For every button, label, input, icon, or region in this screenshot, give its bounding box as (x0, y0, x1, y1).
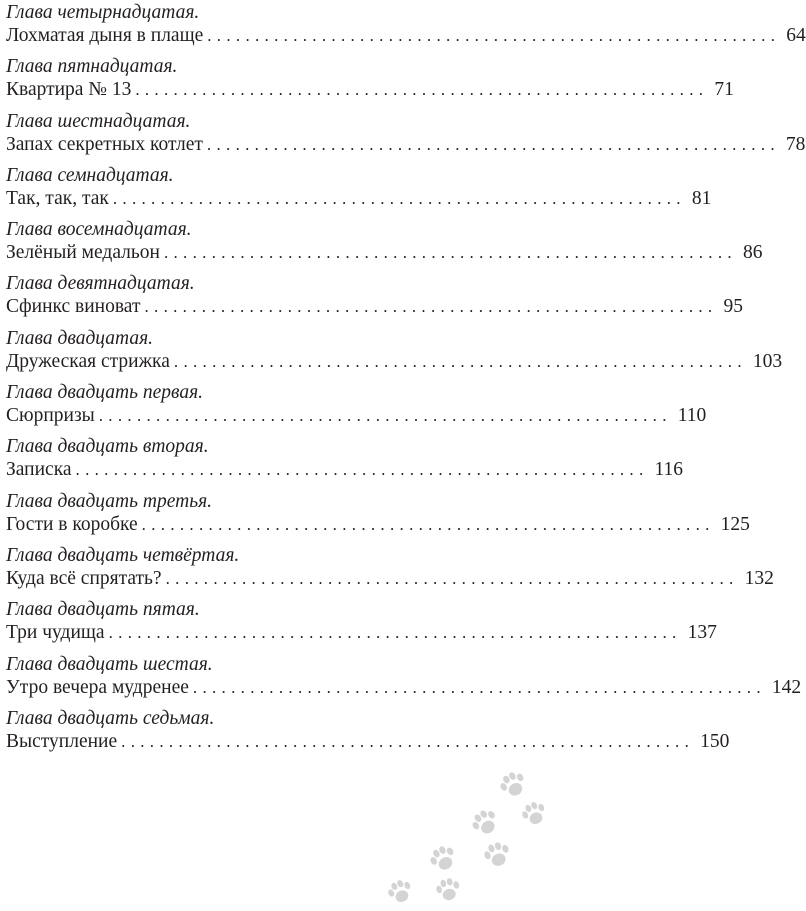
page-number: 95 (723, 296, 743, 318)
paw-print-icon (515, 795, 552, 832)
chapter-label: Глава двадцать шестая. (6, 653, 213, 675)
page-number: 81 (691, 187, 712, 209)
chapter-title: Куда всё спрятать? (6, 567, 162, 589)
dot-leader: ............................................................ (135, 80, 709, 100)
page-number: 132 (744, 567, 774, 589)
chapter-title: Гости в коробке (6, 513, 138, 535)
page-number: 71 (714, 79, 734, 101)
chapter-label: Глава двадцать пятая. (6, 599, 200, 621)
chapter-title-line (6, 78, 734, 102)
chapter-title: Квартира № 13 (6, 79, 132, 101)
paw-print-icon (381, 873, 418, 910)
dot-leader: ............................................................ (163, 243, 737, 263)
chapter-label: Глава четырнадцатая. (6, 2, 200, 23)
dot-leader: ............................................................ (144, 297, 718, 317)
dot-leader: ............................................................ (98, 406, 672, 426)
chapter-label: Глава девятнадцатая. (6, 273, 195, 295)
toc-entry[interactable] (6, 543, 774, 597)
chapter-title-line (6, 730, 730, 754)
toc-entry[interactable] (6, 652, 802, 706)
chapter-title-line (6, 404, 707, 428)
chapter-title-line (6, 621, 717, 645)
chapter-title: Выступление (6, 730, 118, 752)
paw-print-icon (493, 765, 534, 806)
dot-leader: ............................................................ (108, 623, 682, 643)
chapter-label: Глава двадцать четвёртая. (6, 544, 240, 566)
chapter-title: Дружеская стрижка (6, 350, 170, 372)
toc-entry[interactable] (6, 597, 717, 651)
dot-leader: ............................................................ (173, 351, 747, 371)
chapter-title: Сюрпризы (6, 405, 95, 427)
page-number: 110 (677, 405, 707, 427)
chapter-label: Глава двадцать третья. (6, 490, 213, 512)
chapter-label: Глава двадцатая. (6, 327, 154, 349)
toc-entry[interactable] (6, 54, 734, 108)
dot-leader: ............................................................ (207, 26, 781, 45)
page-number: 150 (700, 730, 730, 752)
toc-entry[interactable] (6, 0, 806, 54)
chapter-label: Глава шестнадцатая. (6, 110, 191, 132)
chapter-title-line (6, 350, 783, 374)
page-number: 64 (786, 25, 806, 46)
dot-leader: ............................................................ (75, 460, 649, 480)
dot-leader: ............................................................ (192, 677, 766, 697)
toc-entry[interactable] (6, 380, 707, 434)
chapter-title-line (6, 676, 802, 700)
chapter-label: Глава пятнадцатая. (6, 56, 178, 78)
toc-entry[interactable] (6, 326, 783, 380)
chapter-title: Записка (6, 459, 72, 481)
chapter-label: Глава семнадцатая. (6, 164, 174, 186)
chapter-label: Глава восемнадцатая. (6, 219, 192, 241)
page-number: 142 (771, 676, 802, 698)
chapter-title-line (6, 24, 806, 48)
table-of-contents (6, 0, 806, 760)
paw-prints-decoration (370, 760, 548, 908)
page-number: 116 (654, 459, 684, 481)
chapter-title-line (6, 458, 684, 482)
chapter-title-line (6, 187, 712, 211)
dot-leader: ............................................................ (112, 188, 686, 208)
dot-leader: ............................................................ (165, 568, 739, 588)
toc-entry[interactable] (6, 489, 750, 543)
dot-leader: ............................................................ (141, 514, 715, 534)
chapter-title-line (6, 133, 806, 157)
chapter-title: Утро вечера мудренее (6, 676, 189, 698)
chapter-title: Лохматая дыня в плаще (6, 25, 204, 46)
page-number: 86 (742, 242, 763, 264)
chapter-title: Три чудища (6, 622, 105, 644)
dot-leader: ............................................................ (121, 731, 695, 751)
page-number: 103 (752, 350, 783, 372)
chapter-label: Глава двадцать первая. (6, 382, 204, 404)
chapter-title-line (6, 241, 763, 265)
chapter-label: Глава двадцать вторая. (6, 436, 209, 458)
chapter-title: Зелёный медальон (6, 242, 160, 264)
chapter-title: Так, так, так (6, 187, 109, 209)
toc-entry[interactable] (6, 706, 730, 760)
toc-entry[interactable] (6, 163, 712, 217)
paw-print-icon (431, 873, 465, 907)
page-number: 78 (785, 133, 806, 155)
toc-entry[interactable] (6, 109, 806, 163)
chapter-label: Глава двадцать седьмая. (6, 707, 215, 729)
chapter-title: Сфинкс виноват (6, 296, 141, 318)
page-number: 137 (687, 622, 717, 644)
page-number: 125 (720, 513, 750, 535)
chapter-title-line (6, 513, 750, 537)
chapter-title: Запах секретных котлет (6, 133, 203, 155)
dot-leader: ............................................................ (206, 134, 780, 154)
chapter-title-line (6, 567, 774, 591)
toc-entry[interactable] (6, 434, 684, 488)
toc-entry[interactable] (6, 217, 763, 271)
chapter-title-line (6, 295, 743, 319)
toc-entry[interactable] (6, 271, 743, 325)
